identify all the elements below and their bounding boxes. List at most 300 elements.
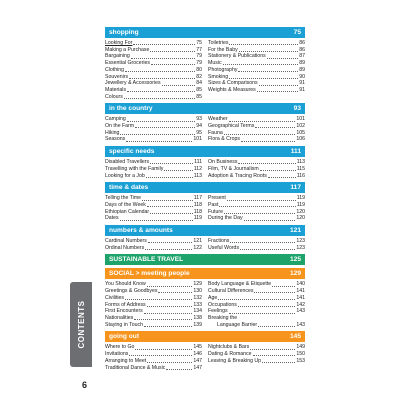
toc-column-right	[208, 40, 305, 100]
toc-entry-page: 90	[299, 73, 305, 80]
toc-entry[interactable]	[105, 87, 202, 94]
toc-entry-page: 133	[193, 301, 202, 308]
toc-entry[interactable]	[208, 130, 305, 137]
toc-entry[interactable]	[208, 136, 305, 143]
toc-column-right	[208, 116, 305, 143]
toc-entry-page: 85	[196, 86, 202, 93]
toc-entry[interactable]	[105, 130, 202, 137]
toc-leader-dots	[124, 94, 195, 99]
toc-entry[interactable]	[208, 40, 305, 47]
toc-entry-page: 142	[296, 301, 305, 308]
toc-entry[interactable]	[208, 53, 305, 60]
toc-entry-label: Bargaining	[105, 53, 130, 60]
toc-entry-page: 120	[296, 208, 305, 215]
toc-leader-dots	[230, 238, 295, 243]
toc-entry-page: 89	[299, 60, 305, 67]
toc-entry-page: 113	[296, 159, 305, 166]
toc-entry-label: Music	[208, 60, 222, 67]
toc-entry-label: Telling the Time	[105, 195, 142, 202]
toc-entry[interactable]	[105, 116, 202, 123]
toc-entry-label: Fauna	[208, 129, 223, 136]
toc-leader-dots	[135, 344, 192, 349]
toc-entry-label: Weights & Measures	[208, 86, 256, 93]
toc-entry[interactable]	[208, 60, 305, 67]
toc-entry-page: 106	[296, 136, 305, 143]
toc-entry-label: Jewellery & Accessories	[105, 80, 161, 87]
toc-entry[interactable]	[105, 315, 202, 322]
toc-leader-dots	[150, 159, 193, 164]
toc-leader-dots	[150, 47, 195, 52]
toc-entry[interactable]	[105, 136, 202, 143]
toc-entry-page: 122	[193, 244, 202, 251]
toc-leader-dots	[144, 322, 192, 327]
toc-leader-dots	[147, 358, 192, 363]
section-shopping	[105, 27, 305, 100]
toc-entry-page: 120	[296, 215, 305, 222]
toc-entry-page: 149	[296, 344, 305, 351]
toc-entry[interactable]	[208, 159, 305, 166]
toc-entry-page: 117	[193, 195, 202, 202]
toc-entry[interactable]	[105, 322, 202, 329]
toc-entry[interactable]	[208, 351, 305, 358]
section-specific-needs	[105, 146, 305, 179]
toc-leader-dots	[238, 302, 296, 307]
toc-entry-label: Looking For	[105, 40, 133, 46]
toc-entry-page: 79	[196, 60, 202, 67]
toc-entry-label: Travelling with the Family	[105, 165, 164, 172]
contents-tab	[70, 282, 92, 367]
section-page: 145	[289, 333, 301, 341]
toc-leader-dots	[239, 47, 299, 52]
section-title: numbers & amounts	[109, 227, 173, 235]
toc-entry-label: On Business	[208, 159, 238, 166]
toc-entry[interactable]	[105, 195, 202, 202]
toc-entry[interactable]	[105, 67, 202, 74]
section-page: 111	[290, 148, 301, 156]
toc-entry[interactable]	[105, 358, 202, 365]
toc-leader-dots	[229, 308, 296, 313]
toc-entry-label: Traditional Dance & Music	[105, 364, 166, 371]
toc-entry-page: 77	[196, 46, 202, 53]
toc-entry-page: 75	[196, 40, 202, 46]
toc-entry-label: Greetings & Goodbyes	[105, 288, 158, 295]
toc-leader-dots	[158, 288, 192, 293]
toc-entry-page: 87	[299, 53, 305, 60]
toc-entry-label: Disabled Travellers	[105, 159, 150, 166]
toc-entry-label: Souvenirs	[105, 73, 129, 80]
toc-entry-label: Civilities	[105, 294, 125, 301]
toc-entry-label: During the Day	[208, 215, 243, 222]
toc-entry-page: 123	[296, 238, 305, 245]
toc-entry[interactable]	[208, 288, 305, 295]
toc-leader-dots	[145, 245, 192, 250]
toc-entry[interactable]	[208, 315, 305, 322]
toc-column-left	[105, 40, 202, 100]
toc-leader-dots	[133, 40, 195, 45]
toc-column-left	[105, 116, 202, 143]
table-of-contents	[105, 27, 305, 374]
toc-entry[interactable]	[105, 215, 202, 222]
toc-entry-page: 91	[299, 86, 305, 93]
toc-entry-label: Essential Groceries	[105, 60, 150, 67]
toc-entry[interactable]	[208, 245, 305, 252]
section-page: 117	[290, 184, 301, 192]
toc-entry-label: Ordinal Numbers	[105, 244, 145, 251]
toc-entry-page: 116	[296, 172, 305, 179]
toc-leader-dots	[120, 215, 193, 220]
section-title: in the country	[109, 105, 153, 113]
toc-entry[interactable]	[208, 202, 305, 209]
toc-entry[interactable]	[208, 67, 305, 74]
toc-leader-dots	[166, 365, 192, 370]
toc-entry-label: Staying in Touch	[105, 321, 143, 328]
toc-leader-dots	[229, 74, 298, 79]
toc-entry-label: Useful Words	[208, 244, 240, 251]
toc-entry-page: 80	[196, 66, 202, 73]
section-going-out	[105, 331, 305, 371]
toc-entry-label: Leaving & Breaking Up	[208, 357, 262, 364]
toc-entry-page: 82	[196, 73, 202, 80]
toc-entry-page: 105	[296, 129, 305, 136]
toc-entry-page: 141	[296, 294, 305, 301]
section-title: SUSTAINABLE TRAVEL	[109, 256, 184, 264]
toc-leader-dots	[125, 295, 192, 300]
toc-entry-page: 140	[296, 281, 305, 288]
toc-entry-label: Colours	[105, 93, 123, 100]
toc-entry-label: Camping	[105, 116, 126, 123]
toc-entry-label: Photography	[208, 66, 238, 73]
toc-entry-page: 94	[196, 123, 202, 130]
section-title: shopping	[109, 29, 139, 36]
toc-entry-page: 86	[299, 46, 305, 53]
toc-leader-dots	[253, 351, 296, 356]
toc-entry[interactable]	[208, 123, 305, 130]
toc-entry[interactable]	[105, 245, 202, 252]
toc-entry-page: 112	[193, 165, 202, 172]
toc-entry[interactable]	[208, 80, 305, 87]
toc-entry[interactable]	[105, 74, 202, 81]
toc-entry[interactable]	[208, 209, 305, 216]
toc-entry[interactable]	[208, 302, 305, 309]
toc-entry[interactable]	[105, 365, 202, 372]
toc-entry-page: 91	[299, 80, 305, 87]
toc-leader-dots	[127, 116, 195, 121]
toc-leader-dots	[142, 195, 193, 200]
toc-entry-label: Present	[208, 195, 226, 202]
toc-entry[interactable]	[105, 60, 202, 67]
toc-leader-dots	[259, 80, 299, 85]
toc-entry-page: 111	[194, 159, 202, 166]
toc-entry-label: Language Barrier	[217, 321, 258, 328]
toc-column-right	[208, 195, 305, 222]
toc-entry[interactable]	[105, 351, 202, 358]
toc-entry-label: Where to Go	[105, 344, 135, 351]
toc-entry-label: Nationalities	[105, 314, 134, 321]
toc-entry-page: 145	[193, 344, 202, 351]
toc-entry-page: 138	[193, 314, 202, 321]
toc-entry-label: Cultural Differences	[208, 288, 254, 295]
toc-entry-page: 147	[193, 357, 202, 364]
section-page: 129	[289, 270, 301, 278]
toc-entry-page: 93	[196, 116, 202, 123]
toc-leader-dots	[258, 322, 295, 327]
toc-leader-dots	[147, 281, 193, 286]
toc-entry-label: Arranging to Meet	[105, 357, 147, 364]
toc-entry-page: 79	[196, 53, 202, 60]
toc-entry[interactable]	[208, 281, 305, 288]
toc-entry-page: 134	[193, 308, 202, 315]
toc-entry[interactable]	[105, 202, 202, 209]
toc-entry-page: 119	[296, 201, 305, 208]
section-page: 93	[293, 105, 301, 113]
toc-entry-label: On the Farm	[105, 123, 135, 130]
toc-entry-label: Adoption & Tracing Roots	[208, 172, 267, 179]
toc-entry[interactable]	[208, 87, 305, 94]
page-number: 6	[82, 380, 88, 390]
toc-leader-dots	[229, 40, 298, 45]
toc-leader-dots	[219, 202, 295, 207]
toc-entry-label: Invitations	[105, 351, 129, 358]
toc-entry-page: 89	[299, 66, 305, 73]
toc-entry-page: 101	[193, 136, 202, 143]
toc-entry-label: Days of the Week	[105, 201, 146, 208]
toc-column-right	[208, 159, 305, 179]
section-in-the-country	[105, 103, 305, 143]
toc-leader-dots	[224, 209, 295, 214]
toc-entry-label: Nightclubs & Bars	[208, 344, 250, 351]
toc-leader-dots	[164, 166, 192, 171]
toc-leader-dots	[129, 74, 195, 79]
toc-leader-dots	[151, 60, 195, 65]
section-header[interactable]	[105, 268, 305, 279]
toc-entry[interactable]	[105, 209, 202, 216]
toc-entry-label: You Should Know	[105, 281, 146, 288]
toc-leader-dots	[262, 358, 295, 363]
toc-entry[interactable]	[105, 173, 202, 180]
toc-entry-page: 139	[193, 321, 202, 328]
toc-leader-dots	[238, 67, 298, 72]
toc-entry-page: 143	[296, 321, 305, 328]
toc-entry[interactable]	[208, 238, 305, 245]
toc-entry-page: 86	[299, 40, 305, 46]
section-page: 125	[289, 256, 301, 264]
toc-entry-page: 150	[296, 351, 305, 358]
toc-leader-dots	[148, 238, 193, 243]
toc-entry[interactable]	[208, 358, 305, 365]
toc-entry-label: Breaking the	[208, 314, 238, 321]
toc-leader-dots	[268, 173, 296, 178]
toc-entry-page: 129	[193, 281, 202, 288]
toc-leader-dots	[260, 166, 296, 171]
toc-leader-dots	[272, 281, 295, 286]
toc-entry-page: 101	[296, 116, 305, 123]
section-title: SOCIAL > meeting people	[109, 270, 190, 278]
toc-entry[interactable]	[105, 288, 202, 295]
toc-entry-label: Fractions	[208, 238, 230, 245]
toc-entry-page: 143	[296, 308, 305, 315]
toc-entry[interactable]	[105, 302, 202, 309]
toc-entry[interactable]	[105, 53, 202, 60]
toc-entry-label: Film, TV & Journalism	[208, 165, 259, 172]
toc-entry-label: Stationery & Publications	[208, 53, 266, 60]
toc-entry[interactable]	[105, 80, 202, 87]
section-sustainable-travel	[105, 254, 305, 265]
toc-entry-label: Dates	[105, 215, 119, 222]
toc-leader-dots	[125, 67, 195, 72]
toc-entry-label: Age	[208, 294, 218, 301]
section-header[interactable]	[105, 103, 305, 114]
toc-leader-dots	[135, 123, 195, 128]
toc-leader-dots	[218, 295, 295, 300]
section-title: time & dates	[109, 184, 149, 192]
toc-entry-page: 141	[296, 288, 305, 295]
toc-entry-label: Occupations	[208, 301, 237, 308]
toc-column-left	[105, 238, 202, 251]
toc-leader-dots	[129, 351, 192, 356]
toc-entry[interactable]	[208, 116, 305, 123]
section-header[interactable]	[105, 225, 305, 236]
section-time-dates	[105, 182, 305, 222]
section-header[interactable]	[105, 182, 305, 193]
toc-leader-dots	[147, 202, 193, 207]
section-title: specific needs	[109, 148, 155, 156]
toc-entry[interactable]	[208, 173, 305, 180]
toc-entry-label: Dating & Romance	[208, 351, 252, 358]
toc-leader-dots	[250, 344, 295, 349]
toc-entry[interactable]	[105, 238, 202, 245]
toc-entry-label: Flora & Crops	[208, 136, 240, 143]
toc-leader-dots	[241, 136, 295, 141]
toc-column-left	[105, 344, 202, 371]
toc-entry[interactable]	[208, 166, 305, 173]
toc-entry[interactable]	[208, 295, 305, 302]
section-social	[105, 268, 305, 328]
section-numbers-amounts	[105, 225, 305, 251]
toc-leader-dots	[134, 315, 192, 320]
toc-column-right	[208, 344, 305, 371]
toc-entry-page: 130	[193, 288, 202, 295]
toc-entry[interactable]	[105, 123, 202, 130]
toc-entry[interactable]	[208, 195, 305, 202]
toc-leader-dots	[131, 53, 195, 58]
toc-entry[interactable]	[105, 281, 202, 288]
toc-entry-label: Making a Purchase	[105, 46, 150, 53]
toc-entry-label: Clothing	[105, 66, 125, 73]
section-header[interactable]	[105, 27, 305, 38]
toc-entry-label: Weather	[208, 116, 228, 123]
toc-column-left	[105, 281, 202, 328]
toc-leader-dots	[146, 173, 193, 178]
toc-entry-label: Smoking	[208, 73, 229, 80]
toc-entry-page: 119	[193, 215, 202, 222]
toc-column-left	[105, 195, 202, 222]
toc-entry[interactable]	[105, 344, 202, 351]
toc-leader-dots	[229, 116, 296, 121]
toc-leader-dots	[254, 288, 295, 293]
toc-entry[interactable]	[105, 159, 202, 166]
toc-entry-page: 119	[296, 195, 305, 202]
toc-entry-page: 121	[193, 238, 202, 245]
toc-entry[interactable]	[208, 74, 305, 81]
toc-leader-dots	[126, 136, 192, 141]
toc-leader-dots	[224, 130, 296, 135]
toc-entry-label: Toiletries	[208, 40, 229, 46]
toc-column-right	[208, 238, 305, 251]
toc-entry[interactable]	[105, 94, 202, 101]
toc-entry-page: 113	[193, 172, 202, 179]
toc-entry-label: Sizes & Comparisons	[208, 80, 258, 87]
toc-leader-dots	[120, 130, 195, 135]
toc-leader-dots	[267, 53, 299, 58]
toc-entry-label: Materials	[105, 86, 127, 93]
toc-leader-dots	[227, 195, 296, 200]
toc-entry-page: 146	[193, 351, 202, 358]
toc-entry-label: Cardinal Numbers	[105, 238, 147, 245]
toc-entry[interactable]	[105, 295, 202, 302]
toc-entry-label: Body Language & Etiquette	[208, 281, 272, 288]
toc-entry-label: Geographical Terms	[208, 123, 255, 130]
toc-entry[interactable]	[105, 40, 202, 47]
toc-leader-dots	[244, 215, 296, 220]
contents-tab-label: CONTENTS	[76, 300, 86, 349]
toc-entry[interactable]	[208, 308, 305, 315]
toc-leader-dots	[257, 87, 298, 92]
toc-entry-label: Hiking	[105, 129, 120, 136]
toc-entry[interactable]	[105, 308, 202, 315]
section-header[interactable]	[105, 254, 305, 265]
toc-leader-dots	[223, 60, 299, 65]
section-header[interactable]	[105, 146, 305, 157]
toc-entry[interactable]	[208, 47, 305, 54]
toc-entry-label: Feelings	[208, 308, 228, 315]
toc-leader-dots	[240, 245, 295, 250]
toc-entry-page: 84	[196, 80, 202, 87]
section-page: 121	[289, 227, 301, 235]
toc-entry-page: 153	[296, 357, 305, 364]
toc-leader-dots	[150, 209, 193, 214]
toc-entry-label: Forms of Address	[105, 301, 146, 308]
toc-leader-dots	[162, 80, 196, 85]
toc-entry-page: 147	[193, 364, 202, 371]
toc-entry[interactable]	[105, 47, 202, 54]
section-title: going out	[109, 333, 140, 341]
toc-entry-label: Seasons	[105, 136, 126, 143]
toc-entry-label: For the Baby	[208, 46, 238, 53]
toc-entry-page: 85	[196, 93, 202, 100]
toc-leader-dots	[127, 87, 195, 92]
toc-entry[interactable]	[208, 215, 305, 222]
toc-entry-page: 123	[296, 244, 305, 251]
toc-entry-page: 132	[193, 294, 202, 301]
toc-leader-dots	[238, 159, 295, 164]
toc-entry[interactable]	[208, 344, 305, 351]
toc-entry-label: First Encounters	[105, 308, 143, 315]
section-header[interactable]	[105, 331, 305, 342]
toc-entry-page: 118	[193, 201, 202, 208]
toc-entry-label: Looking for a Job	[105, 172, 145, 179]
toc-column-left	[105, 159, 202, 179]
toc-entry[interactable]	[208, 322, 305, 329]
toc-entry-label: Ethiopian Calendar	[105, 208, 150, 215]
toc-entry[interactable]	[105, 166, 202, 173]
toc-entry-page: 95	[196, 129, 202, 136]
toc-leader-dots	[147, 302, 193, 307]
toc-column-right	[208, 281, 305, 328]
toc-entry-label: Past	[208, 201, 219, 208]
toc-entry-page: 115	[296, 165, 305, 172]
toc-entry-page: 118	[193, 208, 202, 215]
toc-leader-dots	[144, 308, 193, 313]
